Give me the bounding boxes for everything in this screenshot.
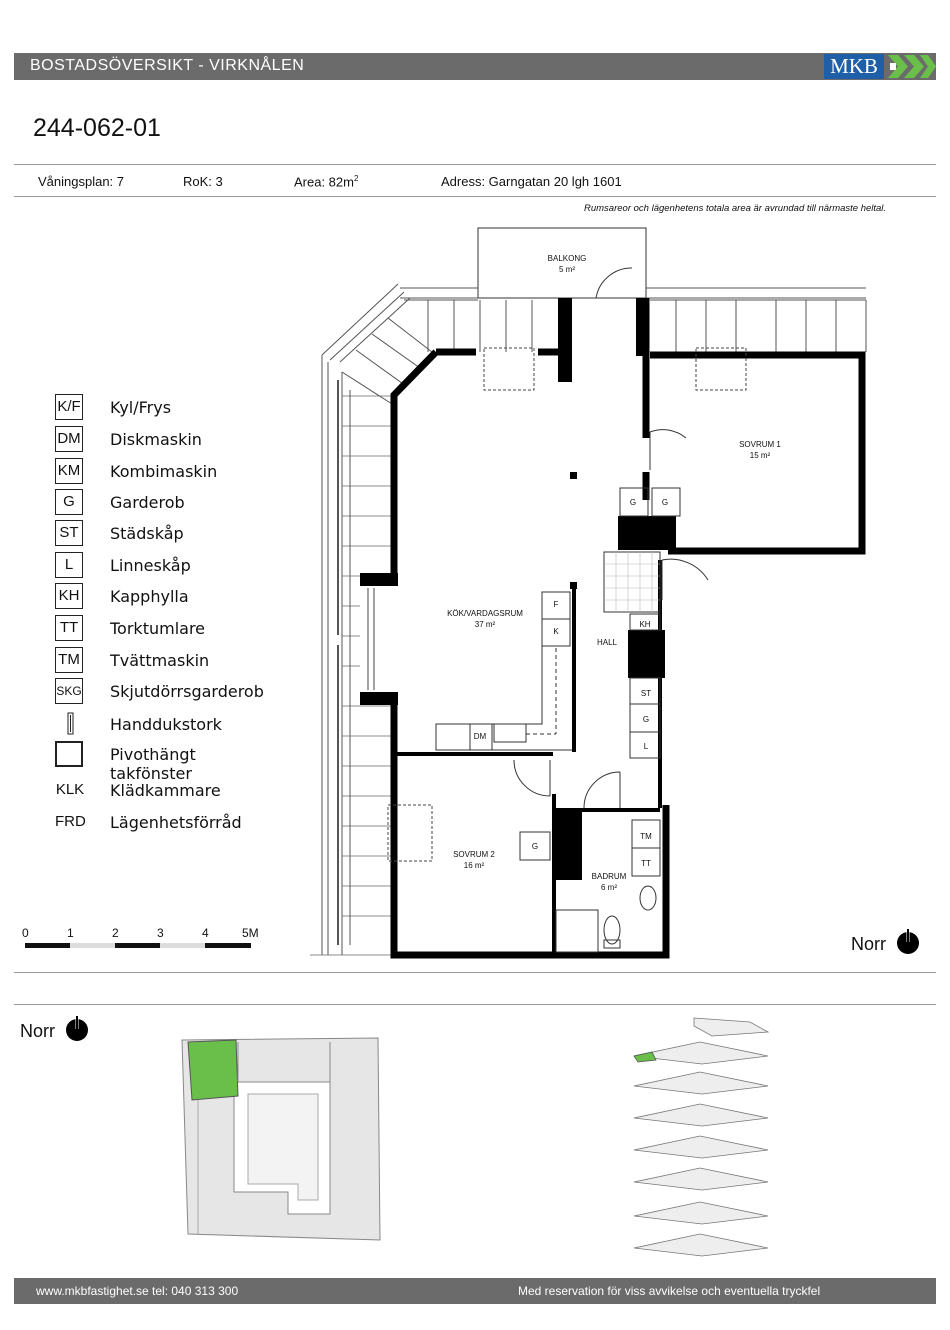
label-g: G [642,715,650,724]
room-area-kok: 37 m² [474,620,496,629]
label-kh: KH [639,620,651,629]
footer-contact: www.mkbfastighet.se tel: 040 313 300 [36,1284,239,1298]
legend-label: Kombimaskin [110,462,218,481]
area-note: Rumsareor och lägenhetens totala area är avrundad till närmaste heltal. [584,203,887,214]
room-name-sovrum2: SOVRUM 2 [453,850,495,859]
label-dm: DM [473,732,487,741]
legend-label: Torktumlare [110,619,206,638]
legend-label: Diskmaskin [110,430,202,449]
balcony [478,228,646,298]
floor-plan [300,222,900,962]
floor-stack [630,1012,775,1264]
legend-code: KH [55,583,83,609]
label-tt: TT [641,859,651,868]
room-labels [447,254,781,892]
apartment-id: 244-062-01 [33,114,161,142]
label-f: F [553,600,559,609]
room-name-badrum: BADRUM [591,872,627,881]
north-arrow-icon [895,929,921,955]
legend-label: Kapphylla [110,587,189,606]
wall-fills [360,298,676,955]
logo-arrows-icon [824,53,936,80]
divider [14,196,936,197]
legend-code: FRD [55,813,86,830]
scale-label: 4 [202,926,209,940]
compass-label: Norr [851,934,886,954]
divider [14,1004,936,1005]
room-name-hall: HALL [596,638,618,647]
divider [14,164,936,165]
legend-code: SKG [55,678,83,704]
hall-tiles [604,552,660,612]
north-arrow-icon [64,1015,90,1043]
logo-text: MKB [824,54,884,79]
rok-info: RoK: 3 [183,174,223,189]
legend-label: Kyl/Frys [110,398,172,417]
highlighted-unit [634,1052,656,1062]
legend-label: Klädkammare [110,781,221,800]
scale-label: 1 [67,926,74,940]
room-name-kok: KÖK/VARDAGSRUM [447,609,523,618]
room-name-balkong: BALKONG [547,254,587,263]
legend-label: Pivothängt takfönster [110,745,196,783]
divider [14,972,936,973]
legend-code: ST [55,520,83,546]
room-area-balkong: 5 m² [559,265,575,274]
legend-label: Handdukstork [110,715,222,734]
legend-label: Garderob [110,493,185,512]
legend-label: Städskåp [110,524,184,543]
label-tm: TM [640,832,652,841]
label-g: G [629,498,637,507]
legend-code: K/F [55,394,83,420]
roof-window-icon [55,741,83,767]
address-info: Adress: Garngatan 20 lgh 1601 [441,174,622,189]
mkb-logo [824,53,936,80]
legend-code: G [55,489,83,515]
area-value: Area: 82m [294,174,354,190]
scale-label: 0 [22,926,29,940]
scale-label: 5M [242,926,259,940]
legend-code: TT [55,615,83,641]
label-l: L [643,742,649,751]
legend-label: Linneskåp [110,556,191,575]
scale-bar-graphic [25,942,253,950]
label-st: ST [640,689,652,698]
footer-disclaimer: Med reservation för viss avvikelse och eventuella tryckfel [518,1284,821,1298]
room-area-sovrum1: 15 m² [749,451,771,460]
room-area-badrum: 6 m² [601,883,617,892]
legend-label: Tvättmaskin [110,651,210,670]
bathroom-fixtures [556,886,656,952]
label-g: G [531,842,539,851]
legend-label: Skjutdörrsgarderob [110,682,264,701]
legend-code: DM [55,426,83,452]
label-k: K [553,627,559,636]
compass-label: Norr [20,1021,55,1041]
legend-code: KLK [55,781,85,798]
room-name-sovrum1: SOVRUM 1 [739,440,781,449]
document-title: BOSTADSÖVERSIKT - VIRKNÅLEN [30,57,305,74]
floor-info: Våningsplan: 7 [38,174,125,189]
towel-rail-icon [55,711,85,737]
scale-label: 2 [112,926,119,940]
legend-code: L [55,552,83,578]
scale-label: 3 [157,926,164,940]
label-g: G [661,498,669,507]
legend-label: Lägenhetsförråd [110,813,242,832]
site-plan [178,1034,384,1246]
area-info [294,174,358,189]
legend-code: KM [55,458,83,484]
legend-code: TM [55,647,83,673]
room-area-sovrum2: 16 m² [463,861,485,870]
area-superscript: 2 [353,174,359,183]
